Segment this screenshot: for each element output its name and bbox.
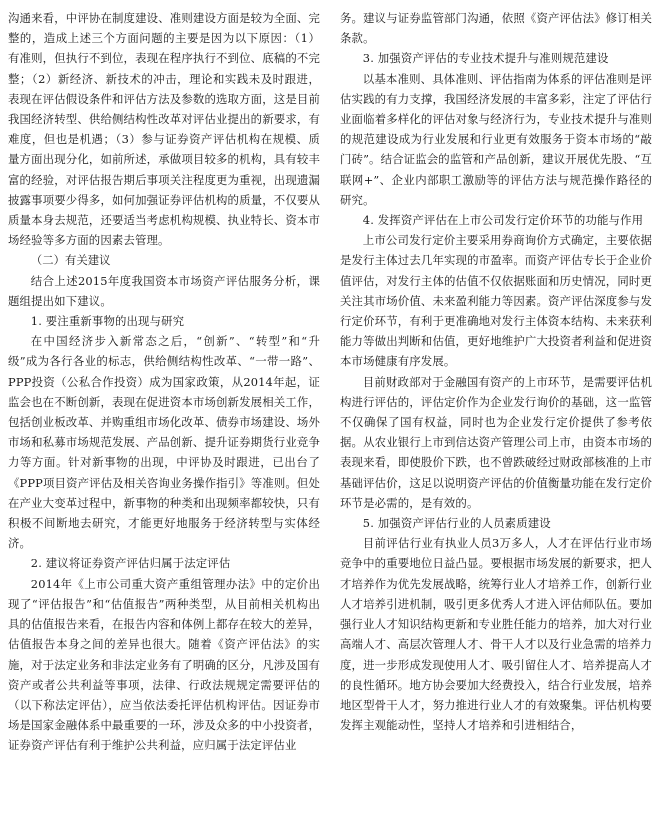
continued-paragraph: 务。建议与证券监管部门沟通，依照《资产评估法》修订相关条款。 (340, 11, 652, 46)
item-paragraph-2: 2014年《上市公司重大资产重组管理办法》中的定价出现了“评估报告”和“估值报告”两种类型，从目前相关机构出具的估值报告来看，在报告内容和体例上都存在较大的差异，估值报告本身之间的差异也很大。随着《资产评估法》的实施，对于法定业务和非法定业务有了明确的区分，凡涉及国有资产或者公共利益等事项，法律、行政法规规定需要评估的（以下称法定评估），应当依法委托评估机构评估。因证券市场是国家金融体系中最重要的一环，涉及众多的中小投资者，证券资产评估有利于维护公共利益，应归属于法定评估业 (8, 576, 320, 753)
item-paragraph-1: 在中国经济步入新常态之后，“创新”、“转型”和“升级”成为各行各业的标志，供给侧结构性改革、“一带一路”、PPP投资（公私合作投资）成为国家政策，从2014年起，证监会也在不断创新，表现在促进资本市场创新发展相关工作，包括创业板改革、并购重组市场化改革、债券市场建设、场外市场和私募市场规范发展、产品创新、提升证券期货行业竞争力等方面。针对新事物的出现，中评协及时跟进，已出台了《PPP项目资产评估及相关咨询业务操作指引》等准则。但处在产业大变革过程中，新事物的种类和出现频率都较快，只有积极不间断地去研究，才能更好地服务于经济转型与实体经济。 (8, 334, 320, 551)
item-heading-3: 3. 加强资产评估的专业技术提升与准则规范建设 (362, 51, 609, 66)
item-paragraph-5: 目前评估行业有执业人员3万多人，人才在评估行业市场竞争中的重要地位日益凸显。要根据市场发展的新要求，把人才培养作为优先发展战略，统筹行业人才培养工作，创新行业人才培养引进机制，吸引更多优秀人才进入评估师队伍。要加强行业人才知识结构更新和专业胜任能力的培养，加大对行业高端人才、高层次管理人才、骨干人才以及行业急需的培养力度，进一步形成发现使用人才、吸引留住人才、培养提高人才的良性循环。地方协会要加大经费投入，结合行业发展，培养地区型骨干人才，努力推进行业人才的有效聚集。评估机构要发挥主观能动性，坚持人才培养和引进相结合， (340, 536, 652, 733)
section-heading-suggestions: （二）有关建议 (30, 253, 111, 268)
item-paragraph-4a: 上市公司发行定价主要采用券商询价方式确定，主要依据是发行主体过去几年实现的市盈率。而资产评估专长于企业价值评估，对发行主体的估值不仅依据账面和历史情况，同时更关注其市场价值、未来盈利能力等因素。资产评估深度参与发行定价环节，有利于更准确地对发行主体资本结构、未来获利能力等做出判断和估值，更好地维护广大投资者利益和促进资本市场健康有序发展。 (340, 233, 652, 369)
item-heading-1: 1. 要注重新事物的出现与研究 (30, 314, 185, 329)
item-paragraph-4b: 目前财政部对于金融国有资产的上市环节，是需要评估机构进行评估的，评估定价作为企业发行询价的基础，这一监管不仅确保了国有权益，同时也为企业发行定价提供了参考依据。从农业银行上市到信达资产管理公司上市，由资本市场的表现来看，即使股价下跌，也不曾跌破经过财政部核准的上市基础评估价，这足以说明资产评估的价值衡量功能在发行定价环节是必需的，是有效的。 (340, 374, 652, 510)
item-heading-4: 4. 发挥资产评估在上市公司发行定价环节的功能与作用 (362, 213, 644, 228)
item-heading-5: 5. 加强资产评估行业的人员素质建设 (362, 516, 551, 531)
item-paragraph-3: 以基本准则、具体准则、评估指南为体系的评估准则是评估实践的有力支撑，我国经济发展的丰富多彩，注定了评估行业面临着多样化的评估对象与经济行为，专业技术提升与准则的规范建设成为行业发展和行业更有效服务于资本市场的“敲门砖”。结合证监会的监管和产品创新，建议开展优先股、“互联网+”、企业内部职工激励等的评估方法与规范操作路径的研究。 (340, 71, 653, 207)
right-column (340, 8, 652, 840)
intro-paragraph: 沟通来看，中评协在制度建设、准则建设方面是较为全面、完整的，造成上述三个方面问题的主要是因为以下原因：（1）有准则，但执行不到位，表现在程序执行不到位、底稿的不完整；（2）新经济、新技术的冲击，理论和实践未及时跟进，表现在评估假设条件和评估方法及参数的选取方面，这是目前我国经济转型、供给侧结构性改革对评估业提出的新要求，有难度，但也是机遇；（3）参与证券资产评估机构在规模、质量方面出现分化，如前所述，承做项目较多的机构，具有较丰富的经验，对评估报告期后事项关注程度更为重视，出现遗漏披露事项要少得多，如何加强证券评估机构的质量，不仅要从质量本身去规范，还要适当考虑机构规模、执业特长、资本市场经验等多方面的因素去管理。 (8, 11, 320, 248)
item-heading-2: 2. 建议将证券资产评估归属于法定评估 (30, 556, 231, 571)
left-column (8, 8, 320, 840)
section-intro-paragraph: 结合上述2015年度我国资本市场资产评估服务分析，课题组提出如下建议。 (8, 273, 320, 308)
